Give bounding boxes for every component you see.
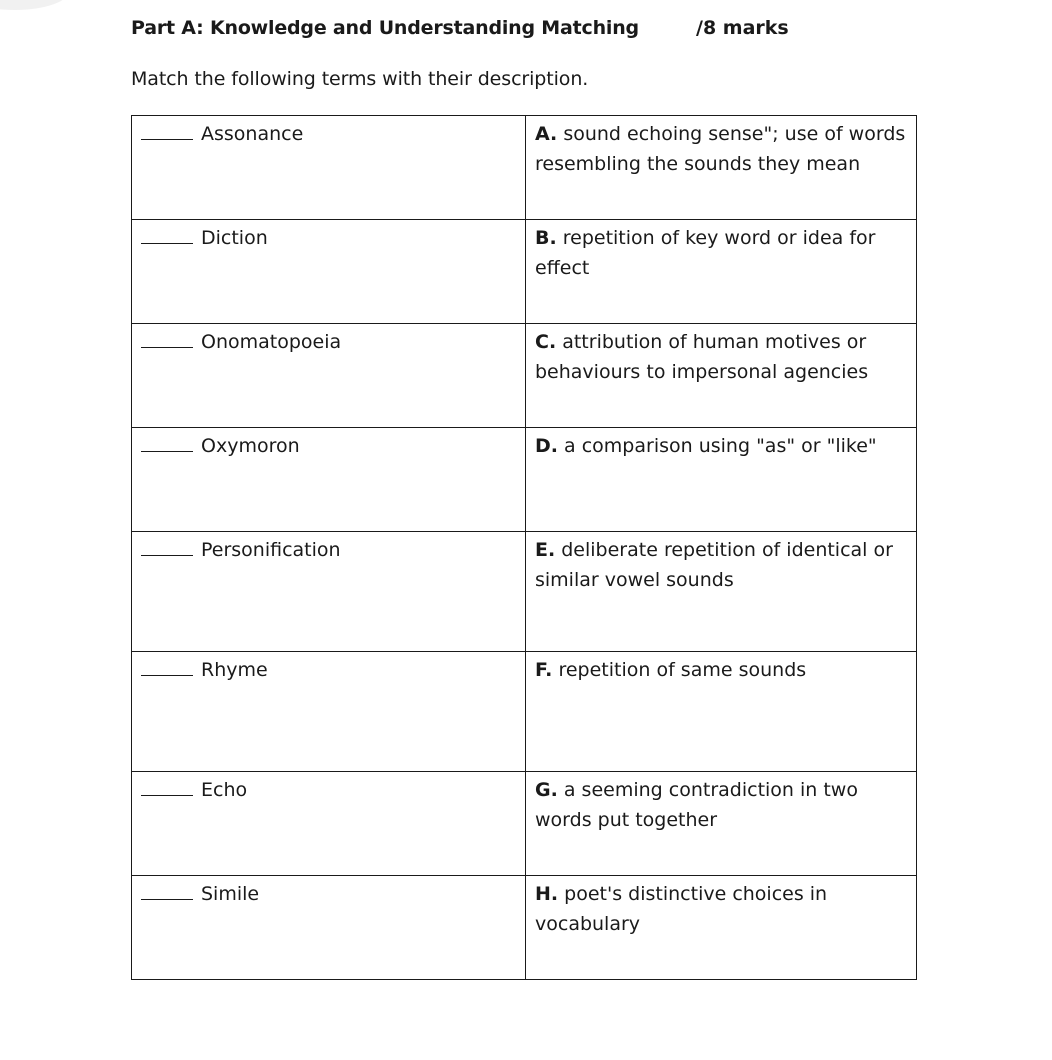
term-cell [132,116,526,220]
answer-blank[interactable] [141,656,193,676]
table-row [132,652,917,772]
term-cell [132,772,526,876]
term-label: Rhyme [201,659,268,681]
description-cell [526,220,917,324]
table-row [132,876,917,980]
table-row [132,220,917,324]
description-text: poet's distinctive choices in vocabulary [535,883,828,935]
description-letter: A. [535,123,558,145]
term-label: Personification [201,539,341,561]
term-label: Oxymoron [201,435,300,457]
description-cell [526,876,917,980]
marks-total: /8 marks [696,17,789,39]
description-letter: E. [535,539,556,561]
term-cell [132,428,526,532]
description-letter: H. [535,883,559,905]
description-text: repetition of key word or idea for effect [535,227,876,279]
answer-blank[interactable] [141,328,193,348]
description-cell [526,428,917,532]
description-letter: B. [535,227,557,249]
matching-table [131,115,917,980]
answer-blank[interactable] [141,120,193,140]
description-cell [526,772,917,876]
term-cell [132,652,526,772]
description-cell [526,324,917,428]
description-letter: D. [535,435,558,457]
description-cell [526,652,917,772]
table-row [132,116,917,220]
answer-blank[interactable] [141,224,193,244]
description-letter: C. [535,331,557,353]
description-text: sound echoing sense"; use of words resembling the sounds they mean [535,123,906,175]
term-cell [132,220,526,324]
answer-blank[interactable] [141,776,193,796]
table-row [132,324,917,428]
description-text: deliberate repetition of identical or similar vowel sounds [535,539,893,591]
table-row [132,532,917,652]
term-cell [132,324,526,428]
description-letter: F. [535,659,553,681]
term-cell [132,876,526,980]
section-title: Part A: Knowledge and Understanding Matching [131,17,639,39]
term-label: Diction [201,227,268,249]
term-label: Simile [201,883,260,905]
term-label: Echo [201,779,248,801]
description-text: attribution of human motives or behaviours to impersonal agencies [535,331,869,383]
answer-blank[interactable] [141,432,193,452]
description-text: a comparison using "as" or "like" [564,435,877,457]
description-text: repetition of same sounds [558,659,807,681]
term-label: Onomatopoeia [201,331,342,353]
answer-blank[interactable] [141,536,193,556]
answer-blank[interactable] [141,880,193,900]
page-corner-shadow [0,0,70,10]
term-label: Assonance [201,123,304,145]
term-cell [132,532,526,652]
description-cell [526,116,917,220]
description-cell [526,532,917,652]
table-row [132,772,917,876]
description-text: a seeming contradiction in two words put together [535,779,858,831]
description-letter: G. [535,779,558,801]
instructions: Match the following terms with their description. [131,68,589,90]
table-row [132,428,917,532]
